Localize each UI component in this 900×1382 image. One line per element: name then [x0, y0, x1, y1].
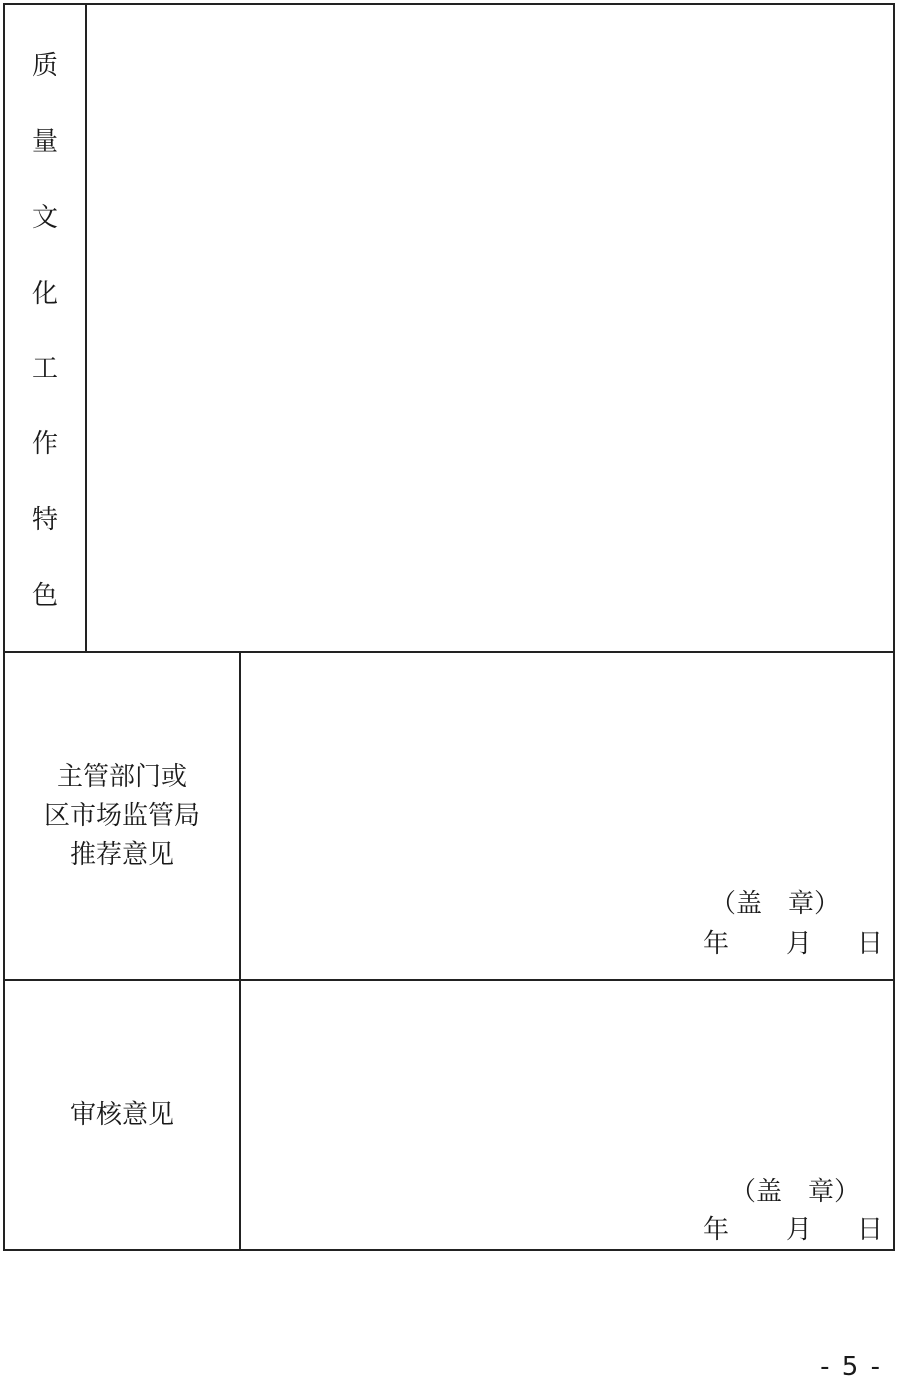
quality-culture-label [4, 4, 86, 652]
review-date-month: 月 [786, 1215, 813, 1245]
recommendation-seal: （盖 章） [710, 889, 841, 919]
table-right-border [893, 3, 895, 1250]
quality-culture-label-char: 化 [31, 279, 58, 309]
quality-culture-label-char: 文 [31, 203, 58, 233]
recommendation-label-line: 区市场监管局 [43, 800, 200, 831]
quality-culture-label-char: 色 [31, 581, 58, 611]
quality-culture-content-area[interactable] [87, 5, 892, 650]
quality-culture-label-char: 特 [31, 505, 58, 535]
review-content-area[interactable] [241, 981, 892, 1248]
recommendation-label-line: 主管部门或 [56, 761, 187, 792]
recommendation-label [4, 653, 240, 979]
quality-culture-label-char: 质 [31, 51, 58, 81]
quality-culture-label-char: 工 [31, 354, 58, 384]
recommendation-date-day: 日 [857, 929, 884, 959]
quality-culture-label-char: 作 [31, 429, 58, 459]
review-date-day: 日 [857, 1215, 884, 1245]
table-bottom-border [3, 1249, 895, 1251]
review-date-year: 年 [703, 1215, 730, 1245]
review-label [4, 981, 240, 1249]
page-number: - 5 - [820, 1352, 882, 1382]
quality-culture-label-char: 量 [31, 127, 58, 157]
recommendation-label-line: 推荐意见 [69, 839, 174, 870]
recommendation-date-month: 月 [786, 929, 813, 959]
recommendation-date-year: 年 [703, 929, 730, 959]
review-label-text: 审核意见 [69, 1099, 174, 1130]
review-seal: （盖 章） [730, 1177, 861, 1207]
